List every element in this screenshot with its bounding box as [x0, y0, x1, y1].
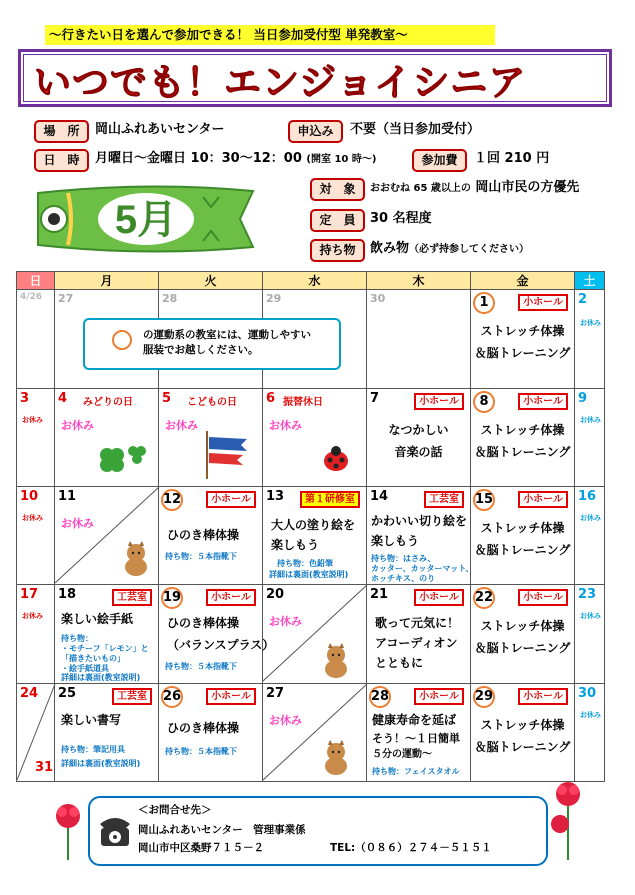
day-cell	[55, 585, 159, 683]
day-cell	[159, 683, 263, 781]
holiday-name: こどもの日	[187, 396, 237, 408]
day-number-circled: 12	[161, 489, 183, 511]
closed-note: お休み	[580, 514, 601, 523]
class-title: ひのき棒体操	[167, 616, 240, 631]
day-number-circled: 22	[473, 587, 495, 609]
class-title: ストレッチ体操	[480, 324, 565, 339]
weekday-wed: 水	[263, 272, 367, 290]
bring-note: 持ち物：はさみ、	[371, 554, 436, 564]
class-title: 健康寿命を延ば	[372, 712, 457, 727]
room-tag: 第１研修室	[300, 491, 360, 508]
contact-box	[88, 796, 548, 866]
closed-note: お休み	[22, 612, 43, 621]
dog-icon	[321, 740, 351, 776]
day-number: 24	[20, 685, 39, 701]
time-value: 月曜日～金曜日 10：30～12：00 (開室 10 時～)	[95, 151, 377, 166]
day-cell	[367, 487, 474, 585]
day-number: 28	[162, 292, 178, 306]
class-title: アコーディオン	[375, 636, 458, 651]
day-cell	[471, 388, 575, 486]
day-cell	[159, 487, 263, 585]
room-tag: 小ホール	[414, 688, 464, 705]
class-title: 楽しい書写	[61, 712, 122, 727]
week-row	[17, 683, 605, 781]
day-number: 3	[20, 390, 30, 406]
day-cell	[159, 585, 275, 683]
page-title: いつでも！エンジョイシニア	[34, 61, 527, 104]
day-cell	[17, 585, 55, 683]
class-title: ＆脳トレーニング	[474, 444, 571, 459]
day-number: 20	[266, 587, 285, 603]
closed-note: お休み	[22, 415, 43, 424]
day-number: 17	[20, 587, 39, 603]
closed-note: お休み	[165, 418, 198, 432]
day-cell	[575, 683, 605, 781]
class-title: ひのき棒体操	[167, 720, 240, 735]
week-row	[17, 388, 605, 486]
day-number: 4/26	[20, 292, 43, 303]
detail-note: 詳細は裏面(教室説明)	[61, 673, 141, 683]
closed-note: お休み	[269, 615, 302, 629]
day-number-circled: 15	[473, 489, 495, 511]
day-number-circled: 19	[161, 587, 183, 609]
time-note: (開室 10 時～)	[306, 154, 377, 165]
class-title: ＆脳トレーニング	[474, 641, 571, 656]
room-tag: 小ホール	[518, 688, 568, 705]
month-label: 5月	[114, 198, 178, 242]
contact-tel: TEL:（０８６）２７４－５１５１	[330, 842, 492, 854]
bring-note: 持ち物：５本指靴下	[165, 662, 237, 672]
day-number: 27	[58, 292, 74, 306]
carnation-icon	[48, 800, 88, 862]
target-value: おおむね 65 歳以上の 岡山市民の方優先	[370, 180, 580, 195]
week-row	[17, 585, 605, 683]
day-number: 10	[20, 489, 39, 505]
day-cell	[575, 388, 605, 486]
day-number: 7	[370, 390, 380, 406]
class-title: そう！～１日簡単	[372, 731, 460, 745]
day-number: 23	[578, 587, 597, 603]
dog-icon	[321, 643, 351, 679]
week-row	[17, 487, 605, 585]
place-value: 岡山ふれあいセンター	[95, 122, 225, 137]
day-cell	[17, 290, 55, 388]
room-tag: 小ホール	[518, 589, 568, 606]
day-number: 4	[58, 390, 68, 406]
day-cell	[471, 585, 575, 683]
bring-note: ・絵手紙道具	[61, 664, 109, 674]
ladybug-icon	[321, 445, 351, 473]
clover-icon	[93, 439, 149, 479]
day-cell	[263, 585, 367, 683]
day-number-circled: 29	[473, 686, 495, 708]
contact-heading: ＜お問合せ先＞	[138, 804, 212, 816]
time-label: 日 時	[34, 149, 89, 172]
day-cell	[471, 683, 575, 781]
closed-note: お休み	[580, 612, 601, 621]
fee-label: 参加費	[412, 149, 467, 172]
fee-value: １回 210 円	[474, 151, 550, 166]
day-number-circled: 8	[473, 391, 495, 413]
day-cell	[471, 487, 575, 585]
day-number: 18	[58, 587, 77, 603]
day-number: 31	[35, 759, 54, 775]
day-number: 25	[58, 685, 77, 701]
class-title: （バランスプラス）	[167, 638, 275, 653]
bring-note: 持ち物：	[61, 634, 93, 644]
closed-note: お休み	[580, 319, 601, 328]
day-number: 16	[578, 489, 597, 505]
class-title: ＆脳トレーニング	[474, 739, 571, 754]
detail-note: 詳細は裏面(教室説明)	[269, 570, 349, 580]
day-cell	[575, 585, 605, 683]
day-cell	[17, 487, 55, 585]
notice-line: の運動系の教室には、運動しやすい	[143, 329, 311, 341]
class-title: とともに	[375, 656, 424, 671]
closed-note: お休み	[61, 517, 94, 531]
closed-note: お休み	[580, 710, 601, 719]
clothing-notice	[83, 318, 341, 370]
day-number-circled: 28	[369, 686, 391, 708]
day-cell	[159, 388, 263, 486]
day-cell	[55, 388, 159, 486]
room-tag: 工芸室	[112, 589, 152, 606]
day-cell	[17, 683, 55, 781]
day-cell	[55, 487, 159, 585]
weekday-mon: 月	[55, 272, 159, 290]
room-tag: 小ホール	[206, 491, 256, 508]
class-title: なつかしい	[388, 422, 449, 437]
day-number: 27	[266, 685, 285, 701]
class-title: ストレッチ体操	[480, 619, 565, 634]
day-cell	[263, 487, 367, 585]
day-number: 9	[578, 390, 588, 406]
class-title: ストレッチ体操	[480, 422, 565, 437]
class-title: ストレッチ体操	[480, 717, 565, 732]
weekday-sat: 土	[575, 272, 605, 290]
day-number: 30	[370, 292, 386, 306]
day-cell	[17, 388, 55, 486]
class-title: 歌って元気に！	[375, 616, 460, 631]
contact-org: 岡山ふれあいセンター 管理事業係	[138, 824, 306, 836]
holiday-name: 振替休日	[283, 396, 323, 408]
room-tag: 小ホール	[414, 393, 464, 410]
class-title: ５分の運動～	[372, 748, 432, 760]
carnation-icon	[548, 778, 588, 862]
day-cell	[367, 585, 471, 683]
bring-note: 持ち物：５本指靴下	[165, 552, 237, 562]
capacity-value: 30 名程度	[370, 211, 432, 226]
room-tag: 小ホール	[518, 393, 568, 410]
closed-note: お休み	[22, 514, 43, 523]
day-cell	[575, 487, 605, 585]
bring-note: 持ち物：色鉛筆	[277, 559, 333, 569]
weekday-tue: 火	[159, 272, 263, 290]
class-title: ＆脳トレーニング	[474, 346, 571, 361]
room-tag: 工芸室	[424, 491, 464, 508]
bring-note: 持ち物：筆記用具	[61, 744, 125, 754]
weekday-sun: 日	[17, 272, 55, 290]
bring-note: 持ち物：５本指靴下	[165, 746, 237, 756]
class-title: かわいい切り絵を	[371, 514, 468, 529]
telephone-icon	[98, 810, 132, 850]
closed-note: お休み	[269, 713, 302, 727]
room-tag: 小ホール	[518, 294, 568, 311]
room-tag: 小ホール	[518, 491, 568, 508]
detail-note: 詳細は裏面(教室説明)	[61, 758, 141, 768]
class-title: ＆脳トレーニング	[474, 543, 571, 558]
day-cell	[55, 683, 159, 781]
closed-note: お休み	[580, 415, 601, 424]
room-tag: 小ホール	[414, 589, 464, 606]
weekday-fri: 金	[471, 272, 575, 290]
day-number-circled: 26	[161, 686, 183, 708]
bring-note: 持ち物：フェイスタオル	[372, 766, 460, 776]
holiday-name: みどりの日	[83, 396, 133, 408]
orange-circle-icon	[112, 330, 132, 350]
day-cell	[471, 290, 575, 388]
day-number: 6	[266, 390, 276, 406]
weekday-thu: 木	[367, 272, 471, 290]
bring-note: ・モチーフ「レモン」と	[61, 644, 149, 654]
bring-label: 持ち物	[310, 239, 365, 262]
bring-value: 飲み物（必ず持参してください）	[370, 241, 530, 256]
class-title: ストレッチ体操	[480, 521, 565, 536]
dog-icon	[121, 541, 151, 577]
closed-note: お休み	[269, 418, 302, 432]
place-label: 場 所	[34, 120, 89, 143]
carp-streamer-icon	[203, 429, 253, 481]
day-cell	[367, 290, 471, 388]
capacity-label: 定 員	[310, 209, 365, 232]
contact-address: 岡山市中区桑野７１５－２	[138, 842, 264, 854]
room-tag: 小ホール	[206, 688, 256, 705]
day-number: 13	[266, 489, 285, 505]
notice-line: 服装でお越しください。	[143, 344, 259, 356]
target-label: 対 象	[310, 178, 365, 201]
room-tag: 小ホール	[206, 589, 256, 606]
class-title: 楽しい絵手紙	[61, 612, 134, 627]
closed-note: お休み	[61, 418, 94, 432]
bring-note: ホッチキス、のり	[371, 574, 436, 584]
day-number: 2	[578, 292, 588, 308]
room-tag: 工芸室	[112, 688, 152, 705]
class-title: ひのき棒体操	[167, 528, 240, 543]
class-title: 音楽の話	[394, 444, 443, 459]
day-number: 29	[266, 292, 282, 306]
tagline: ～行きたい日を選んで参加できる！ 当日参加受付型 単発教室～	[45, 25, 495, 45]
bring-note: カッター、カッターマット、	[371, 564, 474, 574]
bring-note: 「描きたいもの」	[61, 654, 125, 664]
day-number-circled: 1	[473, 292, 495, 314]
koinobori-month-icon	[28, 183, 276, 255]
day-cell	[263, 388, 367, 486]
class-title: 楽しもう	[371, 534, 420, 549]
apply-label: 申込み	[288, 120, 343, 143]
class-title: 楽しもう	[271, 538, 320, 553]
class-title: 大人の塗り絵を	[271, 518, 356, 533]
day-number: 11	[58, 489, 77, 505]
day-cell	[575, 290, 605, 388]
day-number: 14	[370, 489, 389, 505]
day-number: 30	[578, 685, 597, 701]
day-cell	[367, 388, 471, 486]
day-cell	[263, 683, 367, 781]
day-number: 5	[162, 390, 172, 406]
apply-value: 不要（当日参加受付）	[350, 122, 481, 137]
day-number: 21	[370, 587, 389, 603]
day-cell	[367, 683, 471, 781]
